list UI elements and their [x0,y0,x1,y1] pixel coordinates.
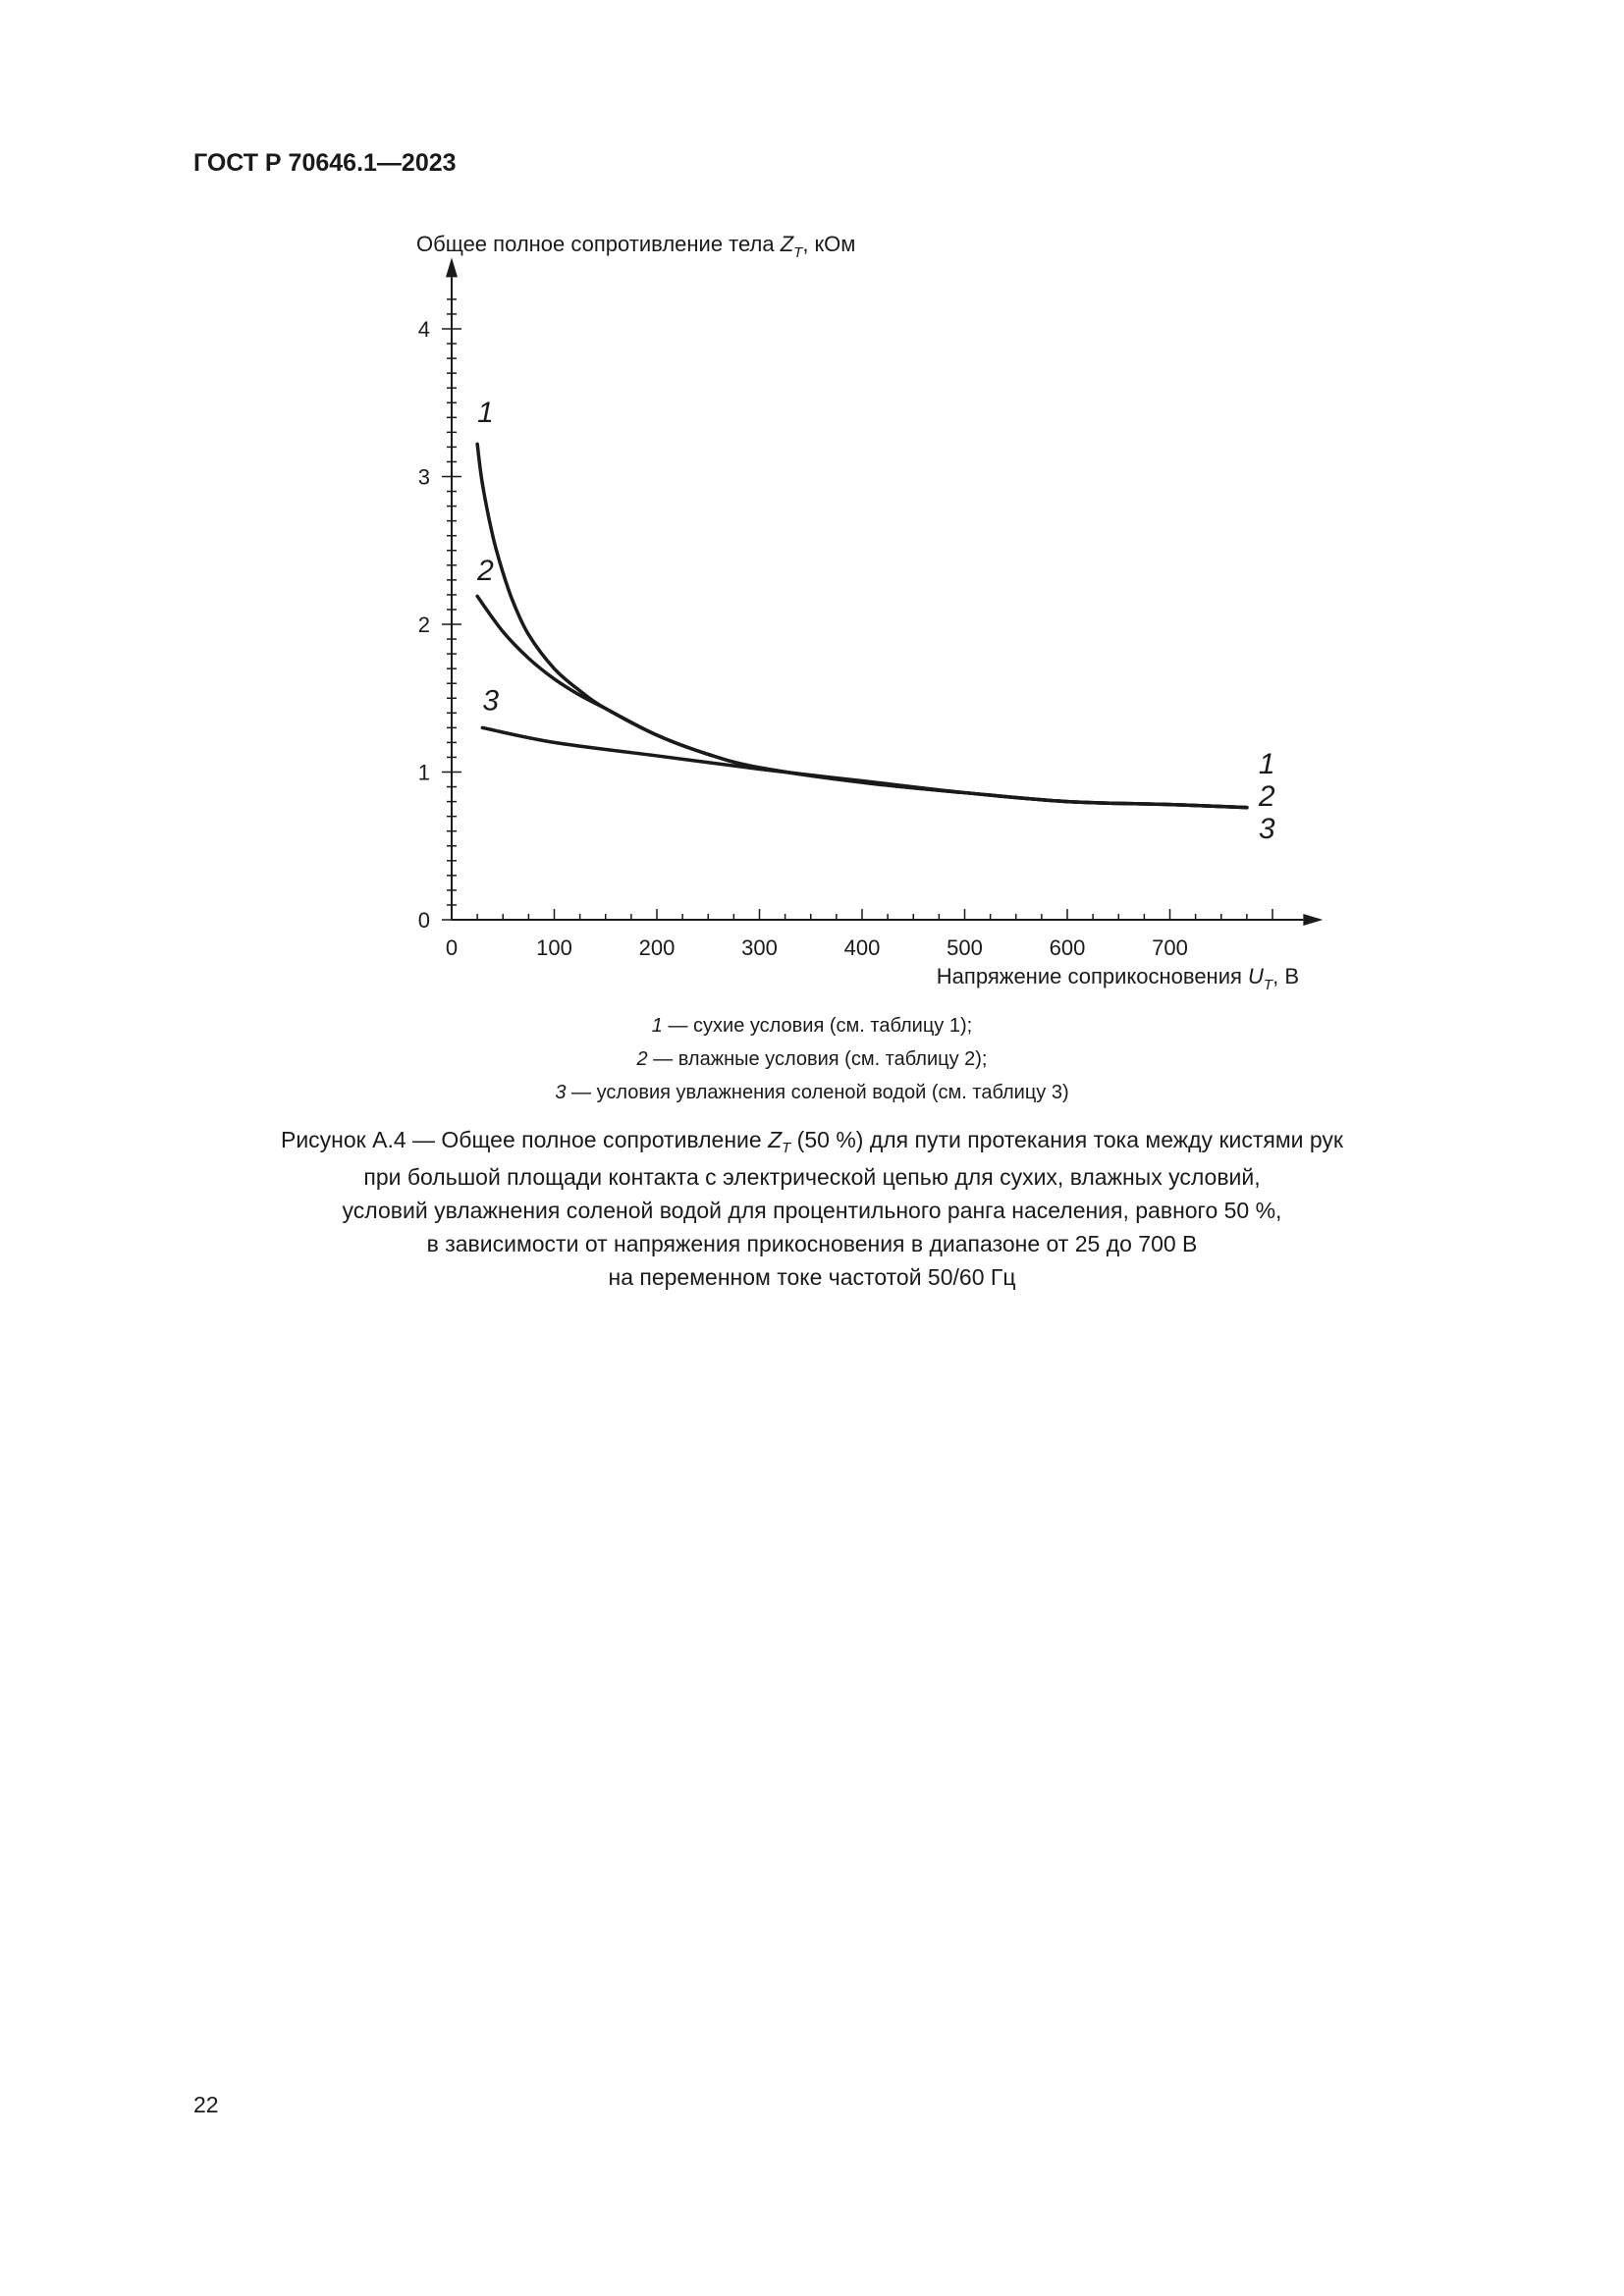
y-axis-label-var: Z [780,232,794,256]
legend-item-3-num: 3 [555,1082,567,1103]
y-axis-label-unit: , кОм [802,232,856,256]
x-axis-label [937,964,1299,993]
y-tick-label: 0 [417,908,430,933]
x-axis-label-main: Напряжение соприкосновения [936,964,1249,988]
x-axis-arrow [1303,914,1323,926]
x-tick-label: 500 [947,935,983,960]
series-3-line [482,727,1247,807]
legend-item-1 [0,1009,1624,1042]
y-axis-label [416,232,855,261]
caption-line-1-b: (50 %) для пути протекания тока между кистями рук [790,1127,1343,1152]
legend-item-2 [0,1042,1624,1076]
chart-ticks [418,299,1272,960]
y-axis-arrow [446,257,458,277]
legend-item-2-text: — влажные условия (см. таблицу 2); [647,1048,988,1070]
chart-series [477,444,1247,807]
x-tick-label: 0 [445,935,459,960]
series-3-end-label: 3 [1258,813,1275,846]
y-tick-label: 1 [417,760,430,785]
x-axis-label-sub: T [1263,977,1273,993]
x-tick-label: 300 [741,935,778,960]
series-1-line [477,444,1247,807]
legend-item-2-num: 2 [636,1048,648,1070]
series-3-start-label: 3 [482,684,500,718]
x-tick-label: 400 [843,935,881,960]
y-axis-label-main: Общее полное сопротивление тела [416,232,781,256]
caption-line-1-var: Z [768,1127,783,1152]
legend-item-1-num: 1 [651,1015,663,1037]
caption-line-3: условий увлажнения соленой водой для процентильного ранга населения, равного 50 %, [342,1198,1282,1223]
impedance-chart [0,0,1624,1001]
caption-line-1-sub: T [782,1140,791,1156]
caption-line-2: при большой площади контакта с электрической цепью для сухих, влажных условий, [363,1164,1261,1190]
page-number: 22 [193,2092,219,2117]
y-tick-label: 2 [417,613,430,637]
caption-line-5: на переменном токе частотой 50/60 Гц [608,1264,1016,1290]
x-tick-label: 100 [536,935,572,960]
y-tick-label: 3 [417,464,430,490]
series-2-end-label: 2 [1258,780,1275,814]
series-1-end-label: 1 [1258,748,1275,781]
x-tick-label: 700 [1152,935,1188,960]
chart-series-labels [476,397,1275,845]
legend-item-3-text: — условия увлажнения соленой водой (см. таблицу 3) [566,1082,1069,1103]
figure-caption [0,1123,1624,1294]
x-axis-label-var: U [1248,964,1264,988]
chart-legend [0,1009,1624,1109]
series-1-start-label: 1 [477,396,494,429]
legend-item-3 [0,1076,1624,1109]
y-axis-label-sub: T [793,244,803,261]
x-tick-label: 600 [1049,935,1086,960]
caption-line-1 [0,1123,1624,1160]
x-axis-label-unit: , В [1272,964,1299,988]
y-tick-label: 4 [417,317,430,342]
series-2-start-label: 2 [477,554,494,587]
legend-item-1-text: — сухие условия (см. таблицу 1); [662,1015,973,1037]
caption-line-4: в зависимости от напряжения прикосновения в диапазоне от 25 до 700 В [426,1231,1198,1256]
series-2-line [477,596,1247,807]
x-tick-label: 200 [638,935,676,960]
chart-axes [446,257,1323,926]
caption-line-1-a: Рисунок А.4 — Общее полное сопротивление [280,1127,769,1152]
document-header: ГОСТ Р 70646.1—2023 [193,149,457,177]
